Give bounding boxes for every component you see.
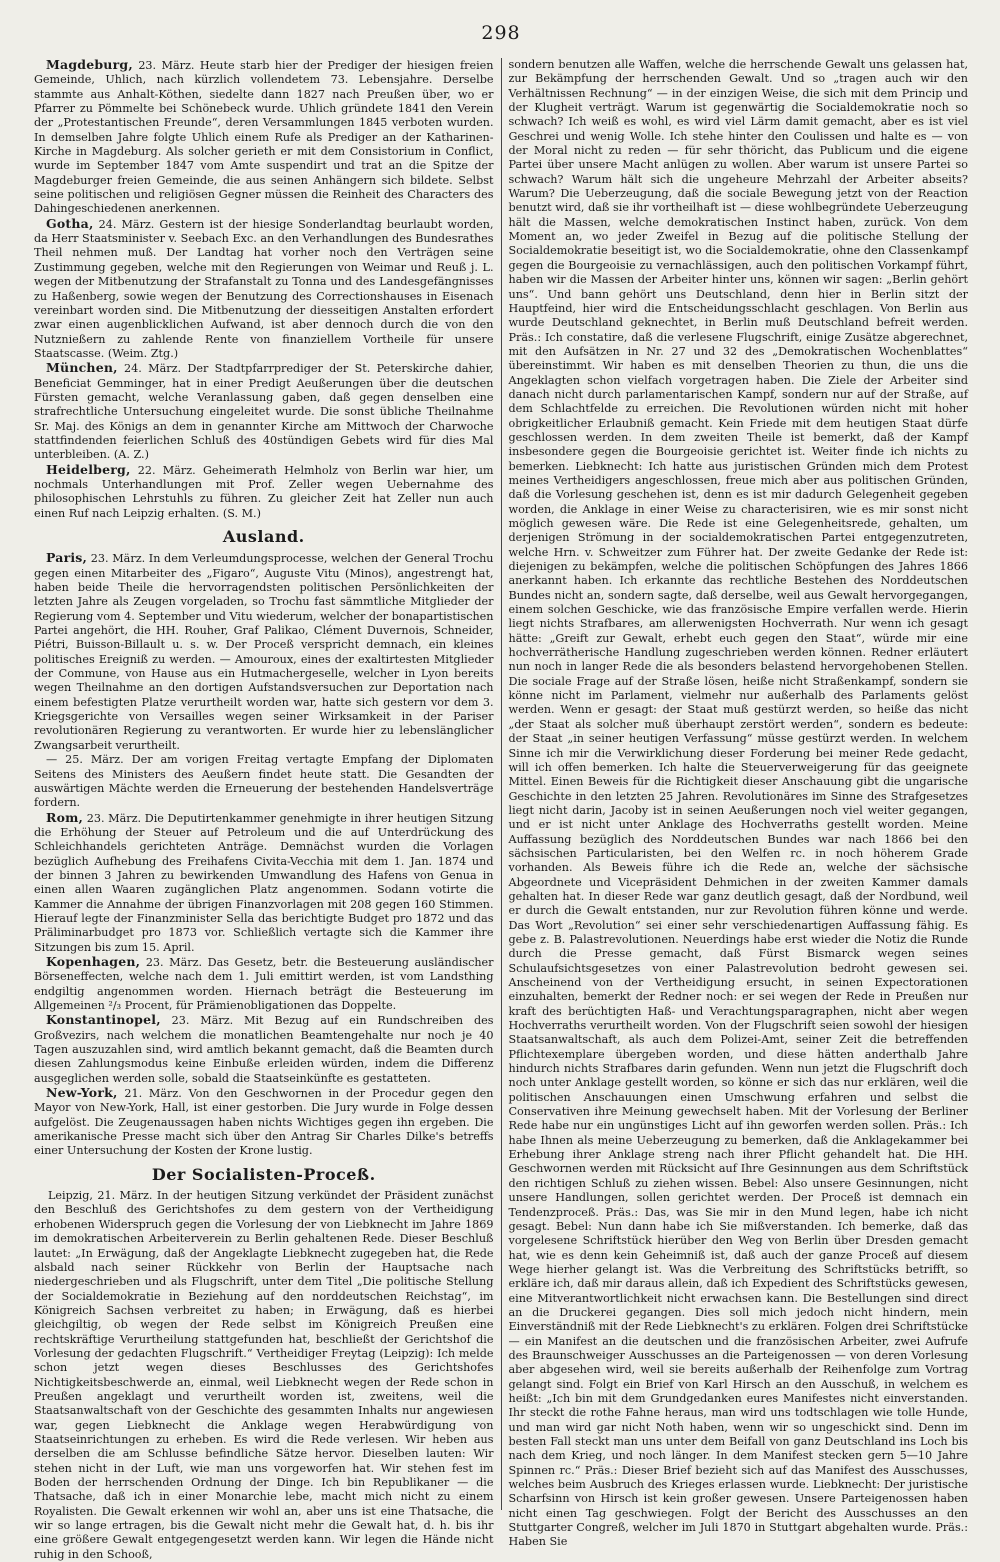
- process-report-text: Leipzig, 21. März. In der heutigen Sitzung verkündet der Präsident zunächst den Beschluß des Gerichtshofes zu dem gestern von der Vertheidigung erhobenen Widerspruch gegen die Vorlesung der von Liebknecht im Jahre 1869 im demokratischen Arbeiterverein zu Berlin gehaltenen Rede. Dieser Beschluß lautet: „In Erwägung, daß der Angeklagte Liebknecht zugegeben hat, die Rede alsbald nach seiner Rückkehr von Berlin der Hauptsache nach niedergeschrieben und als Flugschrift, unter dem Titel „Die politische Stellung der Socialdemokratie in Beziehung auf den norddeutschen Reichstag“, im Königreich Sachsen verbreitet zu haben; in Erwägung, daß es hierbei gleichgiltig, ob wegen der Rede selbst im Königreich Preußen eine rechtskräftige Verurtheilung stattgefunden hat, beschließt der Gerichtshof die Vorlesung der gedachten Flugschrift.“ Vertheidiger Freytag (Leipzig): Ich melde schon jetzt wegen dieses Beschlusses des Gerichtshofes Nichtigkeitsbeschwerde an, einmal, weil Liebknecht wegen der Rede schon in Preußen angeklagt und verurtheilt worden ist, zweitens, weil die Staatsanwaltschaft von der Geschichte des gesammten Inhalts nur angewiesen war, gegen Liebknecht die Anklage wegen Herabwürdigung von Staatseinrichtungen zu erheben. Es wird die Rede verlesen. Wir heben aus derselben die am Schlusse befindliche Sätze hervor. Dieselben lauten: Wir stehen nicht in der Luft, wie man uns vorgeworfen hat. Wir stehen fest im Boden der herrschenden Ordnung der Dinge. Ich bin Republikaner — die Thatsache, daß ich in einer Monarchie lebe, macht mich nicht zu einem Royalisten. Die Gewalt erkennen wir wohl an, aber uns ist eine Thatsache, die wir so lange ertragen, bis die Gewalt nicht mehr die Gewalt hat, d. h. bis ihr eine größere Gewalt entgegengesetzt werden kann. Wir legen die Hände nicht ruhig in den Schooß,: [34, 1189, 494, 1561]
- article-konstantinopel: [34, 1013, 494, 1086]
- dateline-place: Heidelberg,: [46, 461, 131, 477]
- article-text: 23. März. Heute starb hier der Prediger der hiesigen freien Gemeinde, Uhlich, nach kürzlich vollendetem 73. Lebensjahre. Derselbe stammte aus Anhalt-Köthen, siedelte dann 1827 nach Preußen über, wo er Pfarrer zu Pömmelte bei Schönebeck wurde. Uhlich gründete 1841 den Verein der „Protestantischen Freunde“, deren Versammlungen 1845 verboten wurden. In demselben Jahre folgte Uhlich einem Rufe als Prediger an der Katharinen-Kirche in Magdeburg. Als solcher gerieth er mit dem Consistorium in Conflict, wurde im September 1847 vom Amte suspendirt und trat an die Spitze der Magdeburger freien Gemeinde, die aus seinen Anhängern sich bildete. Selbst seine politischen und religiösen Gegner müssen die Reinheit des Characters des Dahingeschiedenen anerkennen.: [34, 59, 494, 216]
- dateline-place: Konstantinopel,: [46, 1012, 161, 1028]
- article-muenchen: [34, 361, 494, 462]
- process-report-continued: sondern benutzen alle Waffen, welche die herrschende Gewalt uns gelassen hat, zur Bekämpfung der herrschenden Gewalt. Und so „tragen auch wir den Verhältnissen Rechnung“ — in der einzigen Weise, die sich mit dem Princip und der Klugheit verträgt. Warum ist gegenwärtig die Socialdemokratie noch so schwach? Ich weiß es wohl, es wird viel Lärm damit gemacht, aber es ist viel Geschrei und wenig Wolle. Ich stehe hinter den Coulissen und halte es — von der Moral nicht zu reden — für sehr thöricht, das Publicum und die eigene Partei über unsere Macht anlügen zu wollen. Aber warum ist unsere Partei so schwach? Warum hält sich die ungeheure Mehrzahl der Arbeiter abseits? Warum? Die Ueberzeugung, daß die sociale Bewegung jetzt von der Reaction benutzt wird, daß sie ihr vortheilhaft ist — diese wohlbegründete Ueberzeugung hält die Massen, welche demokratischen Instinct haben, zurück. Von dem Moment an, wo jeder Zweifel in Bezug auf die politische Stellung der Socialdemokratie beseitigt ist, wo die Socialdemokratie, ohne den Classenkampf gegen die Bourgeoisie zu vernachlässigen, auch den politischen Vorkampf führt, haben wir die Massen der Arbeiter hinter uns, können wir sagen: „Berlin gehört uns“. Und bann gehört uns Deutschland, denn hier in Berlin sitzt der Hauptfeind, hier wird die Entscheidungsschlacht geschlagen. Von Berlin aus wurde Deutschland geknechtet, in Berlin muß Deutschland befreit werden. Präs.: Ich constatire, daß die verlesene Flugschrift, einige Zusätze abgerechnet, mit den Aufsätzen in Nr. 27 und 32 des „Demokratischen Wochenblattes“ übereinstimmt. Wir haben es mit denselben Theorien zu thun, die uns die Angeklagten schon vielfach vorgetragen haben. Die Ziele der Arbeiter sind danach nicht durch parlamentarischen Kampf, sondern nur auf der Straße, auf dem Schlachtfelde zu erreichen. Die Revolutionen würden nicht mit hoher obrigkeitlicher Erlaubniß gemacht. Kein Friede mit dem heutigen Staat dürfe geschlossen werden. In dem zweiten Theile ist bemerkt, daß der Kampf insbesondere gegen die Bourgeoisie gerichtet ist. Weiter finde ich nichts zu bemerken. Liebknecht: Ich hatte aus juristischen Gründen mich dem Protest meines Vertheidigers angeschlossen, freue mich aber aus politischen Gründen, daß die Vorlesung geschehen ist, denn es ist mir dadurch Gelegenheit gegeben worden, die Anklage in einer Weise zu characterisiren, wie es mir sonst nicht möglich gewesen wäre. Die Rede ist eine Gelegenheitsrede, gehalten, um derjenigen Strömung in der socialdemokratischen Partei entgegenzutreten, welche Hrn. v. Schweitzer zum Führer hat. Der zweite Gedanke der Rede ist: diejenigen zu bekämpfen, welche die politischen Schöpfungen des Jahres 1866 anerkannt haben. Ich erkannte das rechtliche Bestehen des Norddeutschen Bundes nicht an, sondern sagte, daß derselbe, weil aus Gewalt hervorgegangen, einem solchen Geschicke, wie das französische Empire verfallen werde. Hierin liegt nichts Strafbares, am allerwenigsten Hochverrath. Nur wenn ich gesagt hätte: „Greift zur Gewalt, erhebt euch gegen den Staat“, würde mir eine hochverrätherische Handlung zugeschrieben werden können. Redner erläutert nun noch in langer Rede die als besonders belastend hervorgehobenen Stellen. Die sociale Frage auf der Straße lösen, heiße nicht Straßenkampf, sondern sie könne nicht im Parlament, vielmehr nur außerhalb des Parlaments gelöst werden. Wenn er gesagt: der Staat muß gestürzt werden, so heiße das nicht „der Staat als solcher muß überhaupt zerstört werden“, sondern es bedeute: der Staat „in seiner heutigen Verfassung“ müsse gestürzt werden. In welchem Sinne ich mir die Verwirklichung dieser Forderung bei meiner Rede gedacht, will ich offen bemerken. Ich halte die Steuerverweigerung für das geeignete Mittel. Einen Beweis für die Richtigkeit dieser Anschauung gibt die ungarische Geschichte in den letzten 25 Jahren. Revolutionäres im Sinne des Strafgesetzes liegt nicht darin, Jacoby ist in seinen Aeußerungen noch viel weiter gegangen, und er ist nicht unter Anklage des Hochverraths gestellt worden. Meine Auffassung bezüglich des Norddeutschen Bundes war nach 1866 bei den sächsischen Particularisten, bei den Welfen rc. in noch höherem Grade vorhanden. Als Beweis führe ich die Rede an, welche der sächsische Abgeordnete und Vicepräsident Dehmichen in der zweiten Kammer damals gehalten hat. In dieser Rede war ganz deutlich gesagt, daß der Nordbund, weil er durch die Gewalt entstanden, nur zur Revolution führen könne und werde. Das Wort „Revolution“ sei einer sehr verschiedenartigen Auffassung fähig. Es gebe z. B. Palastrevolutionen. Neuerdings habe erst wieder die Notiz die Runde durch die Presse gemacht, daß Fürst Bismarck wegen seines Schulaufsichtsgesetzes von einer Palastrevolution bedroht gewesen sei. Anscheinend von der Vertheidigung ersucht, in seinen Expectorationen einzuhalten, bemerkt der Redner noch: er sei wegen der Rede in Preußen nur kraft des berüchtigten Haß- und Verachtungsparagraphen, nicht aber wegen Hochverraths verurtheilt worden. Von der Flugschrift seien sowohl der hiesigen Staatsanwaltschaft, als auch dem Polizei-Amt, seiner Zeit die betreffenden Pflichtexemplare übergeben worden, und diese hätten anderthalb Jahre hindurch nichts Strafbares darin gefunden. Wenn nun jetzt die Flugschrift doch noch unter Anklage gestellt worden, so könne er sich das nur erklären, weil die politischen Anschauungen einen Umschwung erfahren und selbst die Conservativen ihre Meinung gewechselt haben. Mit der Vorlesung der Berliner Rede habe nur ein ungünstiges Licht auf ihn geworfen werden sollen. Präs.: Ich habe Ihnen als meine Ueberzeugung zu bemerken, daß die Anklagekammer bei Erhebung ihrer Anklage streng nach ihrer Pflicht gehandelt hat. Die HH. Geschwornen werden mit Rücksicht auf Ihre Gesinnungen aus dem Schriftstück den richtigen Schluß zu ziehen wissen. Bebel: Also unsere Gesinnungen, nicht unsere Handlungen, sollen gerichtet werden. Der Proceß ist demnach ein Tendenzproceß. Präs.: Das, was Sie mir in den Mund legen, habe ich nicht gesagt. Bebel: Nun dann habe ich Sie mißverstanden. Ich bemerke, daß das vorgelesene Schriftstück hierüber den Weg von Berlin über Dresden gemacht hat, wie es denn kein Geheimniß ist, daß auch der ganze Proceß auf diesem Wege hierher gelangt ist. Was die Verbreitung des Schriftstücks betrifft, so erkläre ich, daß mir daraus allein, daß ich Expedient des Schriftstücks gewesen, eine Mitverantwortlichkeit nicht erwachsen kann. Die Bestellungen sind direct an die Druckerei gegangen. Dies soll mich jedoch nicht hindern, mein Einverständniß mit der Rede Liebknecht's zu erklären. Folgen drei Schriftstücke — ein Manifest an die deutschen und die französischen Arbeiter, zwei Aufrufe des Braunschweiger Ausschusses an die Parteigenossen — von deren Vorlesung aber abgesehen wird, weil sie bereits außerhalb der Reihenfolge zum Vortrag gelangt sind. Folgt ein Brief von Karl Hirsch an den Ausschuß, in welchem es heißt: „Ich bin mit dem Grundgedanken eures Manifestes nicht einverstanden. Ihr steckt die rothe Fahne heraus, man wird uns todtschlagen wie tolle Hunde, und man wird gar nicht Noth haben, wenn wir so ungeschickt sind. Denn im besten Fall steckt man uns unter dem Beifall von ganz Deutschland ins Loch bis nach dem Krieg, und noch länger. In dem Manifest stecken gern 5—10 Jahre Spinnen rc.“ Präs.: Dieser Brief bezieht sich auf das Manifest des Ausschusses, welches beim Ausbruch des Krieges erlassen wurde. Liebknecht: Der juristische Scharfsinn von Hirsch ist kein großer gewesen. Unsere Parteigenossen haben nicht einen Tag geschwiegen. Folgt der Bericht des Ausschusses an den Stuttgarter Congreß, welcher im Juli 1870 in Stuttgart abgehalten wurde. Präs.: Haben Sie: [508, 58, 969, 1549]
- dateline-place: Gotha,: [46, 215, 94, 231]
- article-text: 22. März. Geheimerath Helmholz von Berlin war hier, um nochmals Unterhandlungen mit Prof. Zeller wegen Uebernahme des philosophischen Lehrstuhls zu führen. Zu gleicher Zeit hat Zeller nun auch einen Ruf nach Leipzig erhalten. (S. M.): [34, 463, 494, 520]
- article-text: 24. März. Der Stadtpfarrprediger der St. Peterskirche dahier, Beneficiat Gemminger, hat in einer Predigt Aeußerungen über die deutschen Fürsten gemacht, welche Veranlassung gaben, daß gegen denselben eine strafrechtliche Untersuchung eingeleitet wurde. Die sonst übliche Theilnahme Sr. Maj. des Königs an dem in genannter Kirche am Mittwoch der Charwoche stattfindenden feierlichen Schluß des 40stündigen Gebets wird für dies Mal unterbleiben. (A. Z.): [34, 362, 494, 462]
- column-divider: [501, 58, 502, 1510]
- dateline-place: Magdeburg,: [46, 57, 133, 72]
- article-new-york: [34, 1086, 494, 1159]
- article-text: 24. März. Gestern ist der hiesige Sonderlandtag beurlaubt worden, da Herr Staatsminister v. Seebach Exc. an den Verhandlungen des Bundesrathes Theil nehmen muß. Der Landtag hat vorher noch den Verträgen seine Zustimmung gegeben, welche mit den Regierungen von Weimar und Reuß j. L. wegen der Mitbenutzung der Strafanstalt zu Tonna und des Landesgefängnisses zu Haßenberg, sowie wegen der Benutzung des Correctionshauses in Eisenach vereinbart worden sind. Die Mitbenutzung der diesseitigen Anstalten erfordert zwar einen augenblicklichen Aufwand, ist aber dennoch durch die von den Nutznießern zu zahlende Rente von finanziellem Vortheile für unsere Staatscasse. (Weim. Ztg.): [34, 217, 494, 360]
- article-text: — 25. März. Der am vorigen Freitag vertagte Empfang der Diplomaten Seitens des Ministers des Aeußern findet heute statt. Die Gesandten der auswärtigen Mächte werden die Erneuerung der bestehenden Handelsverträge fordern.: [34, 753, 494, 810]
- article-magdeburg: [34, 58, 494, 217]
- right-column: [508, 58, 969, 1549]
- page-number: 298: [481, 22, 521, 44]
- article-rom: [34, 811, 494, 955]
- dateline-place: München,: [46, 360, 118, 376]
- article-text: 23. März. Die Deputirtenkammer genehmigte in ihrer heutigen Sitzung die Erhöhung der Steuer auf Petroleum und die auf Unterdrückung des Schleichhandels gerichteten Anträge. Demnächst wurden die Vorlagen bezüglich Aufhebung des Freihafens Civita-Vecchia mit dem 1. Jan. 1874 und der binnen 3 Jahren zu bewirkenden Umwandlung des Hafens von Genua in einen allen Waaren zugänglichen Platz angenommen. Sodann votirte die Kammer die Annahme der übrigen Finanzvorlagen mit 208 gegen 160 Stimmen. Hierauf legte der Finanzminister Sella das berichtigte Budget pro 1872 und das Präliminarbudget pro 1873 vor. Schließlich vertagte sich die Kammer ihre Sitzungen bis zum 15. April.: [34, 811, 494, 954]
- article-paris: [34, 551, 494, 753]
- article-text: 23. März. Das Gesetz, betr. die Besteuerung ausländischer Börseneffecten, welche nach dem 1. Juli emittirt werden, ist vom Landsthing endgiltig angenommen worden. Hiernach beträgt die Besteuerung im Allgemeinen ²/₃ Procent, für Prämienobligationen das Doppelte.: [34, 955, 494, 1012]
- dateline-place: Paris,: [46, 550, 88, 566]
- article-heidelberg: [34, 463, 494, 521]
- article-text: 23. März. In dem Verleumdungsprocesse, welchen der General Trochu gegen einen Mitarbeiter des „Figaro“, Auguste Vitu (Minos), angestrengt hat, haben beide Theile die hervorragendsten politischen Persönlichkeiten der letzten Jahre als Zeugen vorgeladen, so Trochu fast sämmtliche Mitglieder der Regierung vom 4. September und Vitu wiederum, welcher der bonapartistischen Partei angehört, die HH. Rouher, Graf Palikao, Clément Duvernois, Schneider, Piétri, Buisson-Billault u. s. w. Der Proceß verspricht demnach, ein kleines politisches Ereigniß zu werden. — Amouroux, eines der exaltirtesten Mitglieder der Commune, von Hause aus ein Hutmachergeselle, welcher in Lyon bereits wegen Theilnahme an den dortigen Aufstandsversuchen zur Deportation nach einem befestigten Platze verurtheilt worden war, hatte sich gestern vor dem 3. Kriegsgerichte von Versailles wegen seiner Wirksamkeit in der Pariser revolutionären Regierung zu verantworten. Er wurde hier zu lebenslänglicher Zwangsarbeit verurtheilt.: [34, 552, 494, 752]
- two-column-body: [34, 57, 969, 1561]
- section-heading-ausland: Ausland.: [222, 527, 305, 546]
- dateline-place: New-York,: [46, 1085, 118, 1101]
- article-text: 23. März. Mit Bezug auf ein Rundschreiben des Großvezirs, nach welchem die monatlichen Beamtengehalte nur noch je 40 Tagen auszuzahlen sind, wird amtlich bekannt gemacht, daß die Beamten durch diesen Zahlungsmodus keine Einbuße erleiden würden, indem die Differenz ausgeglichen werden solle, sobald die Staatseinkünfte es gestatteten.: [34, 1014, 494, 1085]
- section-heading-socialisten-process: Der Socialisten-Proceß.: [151, 1164, 376, 1184]
- article-paris-followup: [34, 753, 494, 810]
- article-gotha: [34, 217, 494, 361]
- dateline-place: Kopenhagen,: [46, 953, 141, 969]
- dateline-place: Rom,: [46, 809, 84, 825]
- article-kopenhagen: [34, 955, 494, 1013]
- left-column: [34, 57, 494, 1561]
- article-text: 21. März. Von den Geschwornen in der Procedur gegen den Mayor von New-York, Hall, ist einer gestorben. Die Jury wurde in Folge dessen aufgelöst. Die Zeugenaussagen haben nichts Wichtiges gegen ihn ergeben. Die amerikanische Presse macht sich über den Antrag Sir Charles Dilke's betreffs einer Untersuchung der Kosten der Krone lustig.: [34, 1087, 494, 1158]
